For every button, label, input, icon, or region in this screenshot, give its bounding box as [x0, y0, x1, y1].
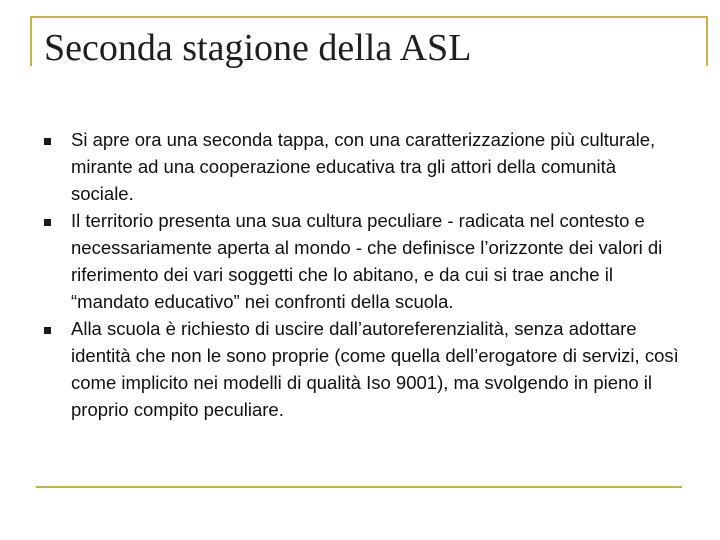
right-rule: [706, 16, 708, 66]
bottom-rule: [36, 486, 682, 488]
bullet-text: Il territorio presenta una sua cultura peculiare - radicata nel contesto e necessariamente aperta al mondo - che definisce l’orizzonte dei valori di riferimento dei vari soggetti che lo abitano, e da cui si trae anche il “mandato educativo” nei confronti della scuola.: [71, 210, 663, 312]
bullet-list: [44, 126, 684, 423]
left-rule: [30, 16, 32, 66]
square-bullet-icon: [44, 327, 51, 334]
slide-title: Seconda stagione della ASL: [44, 27, 472, 69]
bullet-item: [44, 315, 684, 423]
bullet-item: [44, 207, 684, 315]
bullet-text: Si apre ora una seconda tappa, con una caratterizzazione più culturale, mirante ad una cooperazione educativa tra gli attori della comunità sociale.: [71, 129, 656, 204]
square-bullet-icon: [44, 219, 51, 226]
top-rule: [30, 16, 708, 18]
square-bullet-icon: [44, 138, 51, 145]
bullet-text: Alla scuola è richiesto di uscire dall’autoreferenzialità, senza adottare identità che non le sono proprie (come quella dell’erogatore di servizi, così come implicito nei modelli di qualità Iso 9001), ma svolgendo in pieno il proprio compito peculiare.: [71, 318, 679, 420]
bullet-item: [44, 126, 684, 207]
